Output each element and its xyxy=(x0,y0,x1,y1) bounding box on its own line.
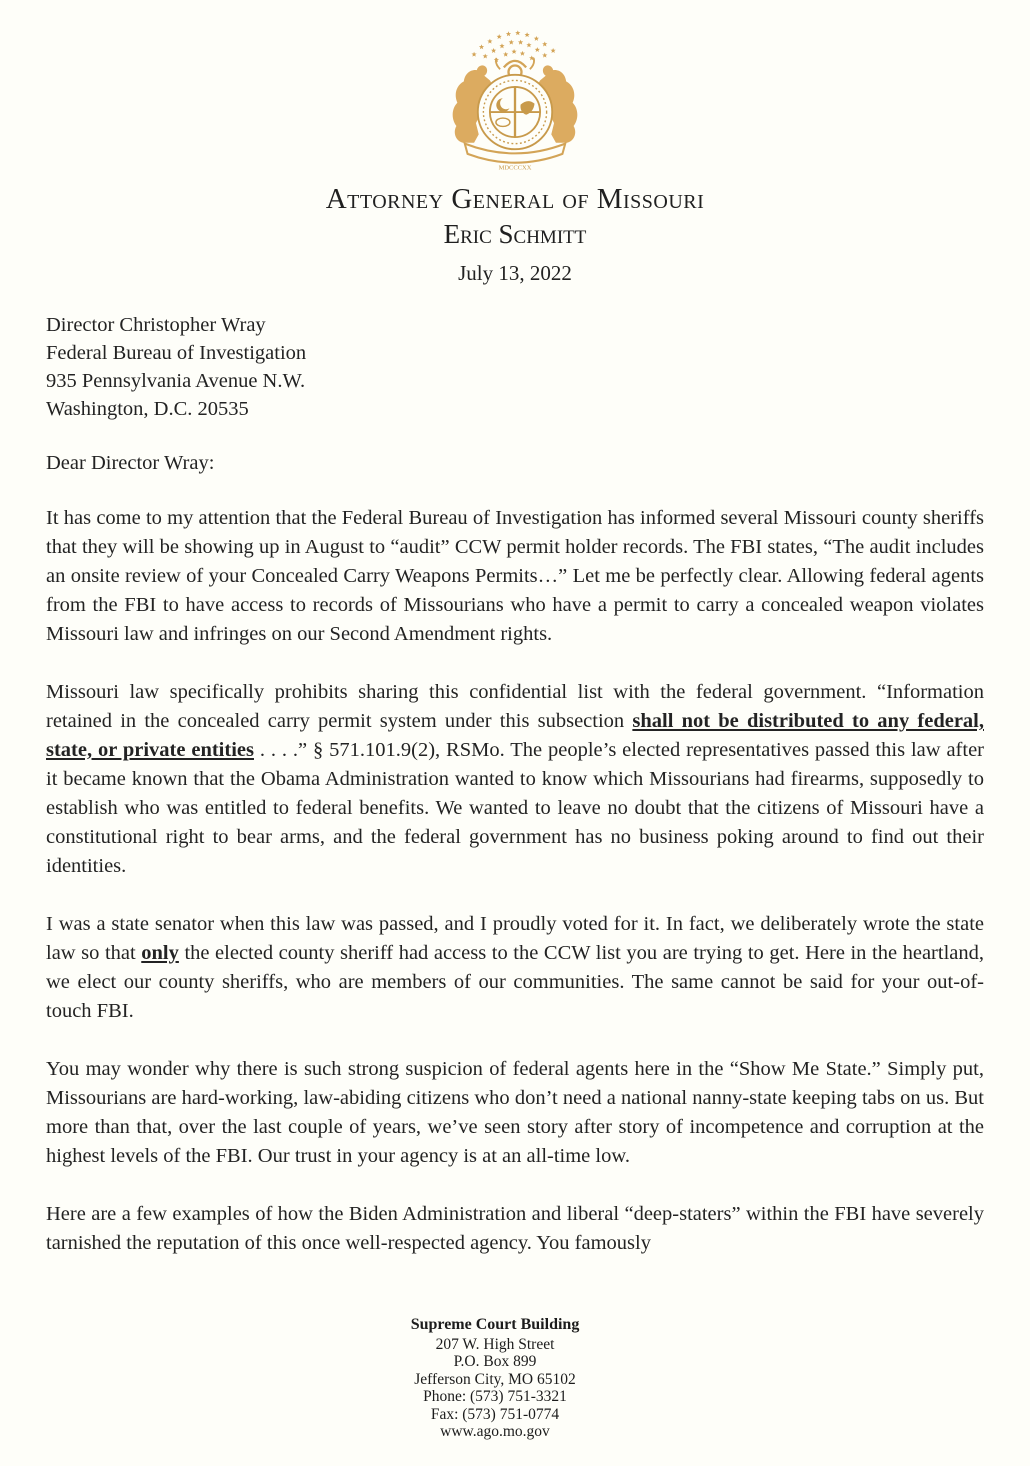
missouri-state-seal-icon xyxy=(422,26,608,172)
paragraph-4: You may wonder why there is such strong suspicion of federal agents here in the “Show Me State.” Simply put, Missourians are hard-working, law-abiding citizens who don’t need a national nanny-state keeping tabs on us. But more than that, over the last couple of years, we’ve seen story after story of incompetence and corruption at the highest levels of the FBI. Our trust in your agency is at an all-time low. xyxy=(46,1058,984,1167)
officer-name: Eric Schmitt xyxy=(443,219,587,249)
footer-website: www.ago.mo.gov xyxy=(440,1423,550,1440)
letter-body xyxy=(0,311,1030,1258)
salutation: Dear Director Wray: xyxy=(46,452,215,474)
paragraph-3-text-continued: the elected county sheriff had access to the CCW list you are trying to get. Here in the heartland, we elect our county sheriffs, who are members of our communities. The same cannot be said for your out-of-touch FBI. xyxy=(46,942,984,1022)
paragraph-1: It has come to my attention that the Federal Bureau of Investigation has informed several Missouri county sheriffs that they will be showing up in August to “audit” CCW permit holder records. The FBI states, “The audit includes an onsite review of your Concealed Carry Weapons Permits…” Let me be perfectly clear. Allowing federal agents from the FBI to have access to records of Missourians who have a permit to carry a concealed weapon violates Missouri law and infringes on our Second Amendment rights. xyxy=(46,507,984,645)
recipient-org: Federal Bureau of Investigation xyxy=(46,342,307,364)
footer-building-name: Supreme Court Building xyxy=(410,1316,580,1333)
recipient-street: 935 Pennsylvania Avenue N.W. xyxy=(46,370,306,392)
seal-year-text: MDCCCXX xyxy=(498,164,532,172)
paragraph-5: Here are a few examples of how the Biden Administration and liberal “deep-staters” within the FBI have severely tarnished the reputation of this once well-respected agency. You famously xyxy=(46,1203,984,1254)
footer-city: Jefferson City, MO 65102 xyxy=(414,1370,576,1388)
paragraph-2 xyxy=(46,678,984,881)
paragraph-2-text: Missouri law specifically prohibits sharing this confidential list with the federal government. “Information retained in the concealed carry permit system under this subsection xyxy=(46,681,984,732)
recipient-city: Washington, D.C. 20535 xyxy=(46,398,249,420)
footer-phone: Phone: (573) 751-3321 xyxy=(423,1388,567,1405)
office-footer xyxy=(0,1316,990,1441)
paragraph-3-text: I was a state senator when this law was passed, and I proudly voted for it. In fact, we deliberately wrote the state law so that xyxy=(46,913,984,964)
recipient-address-block xyxy=(46,311,984,423)
footer-po-box: P.O. Box 899 xyxy=(453,1353,537,1370)
recipient-name: Director Christopher Wray xyxy=(46,314,266,336)
paragraph-2-text-continued: . . . .” § 571.101.9(2), RSMo. The people’s elected representatives passed this law after it became known that the Obama Administration wanted to know which Missourians had firearms, supposedly to establish who was entitled to federal benefits. We wanted to leave no doubt that the citizens of Missouri have a constitutional right to bear arms, and the federal government has no business poking around to find out their identities. xyxy=(46,739,984,877)
footer-fax: Fax: (573) 751-0774 xyxy=(430,1405,560,1423)
letter-date: July 13, 2022 xyxy=(458,261,572,285)
paragraph-2-emphasis: shall not be distributed to any federal, state, or private entities xyxy=(46,710,984,761)
letterhead xyxy=(0,0,1030,286)
paragraph-3-emphasis: only xyxy=(141,942,179,964)
paragraph-3 xyxy=(46,910,984,1026)
org-title: Attorney General of Missouri xyxy=(325,183,705,215)
footer-street: 207 W. High Street xyxy=(435,1335,555,1353)
